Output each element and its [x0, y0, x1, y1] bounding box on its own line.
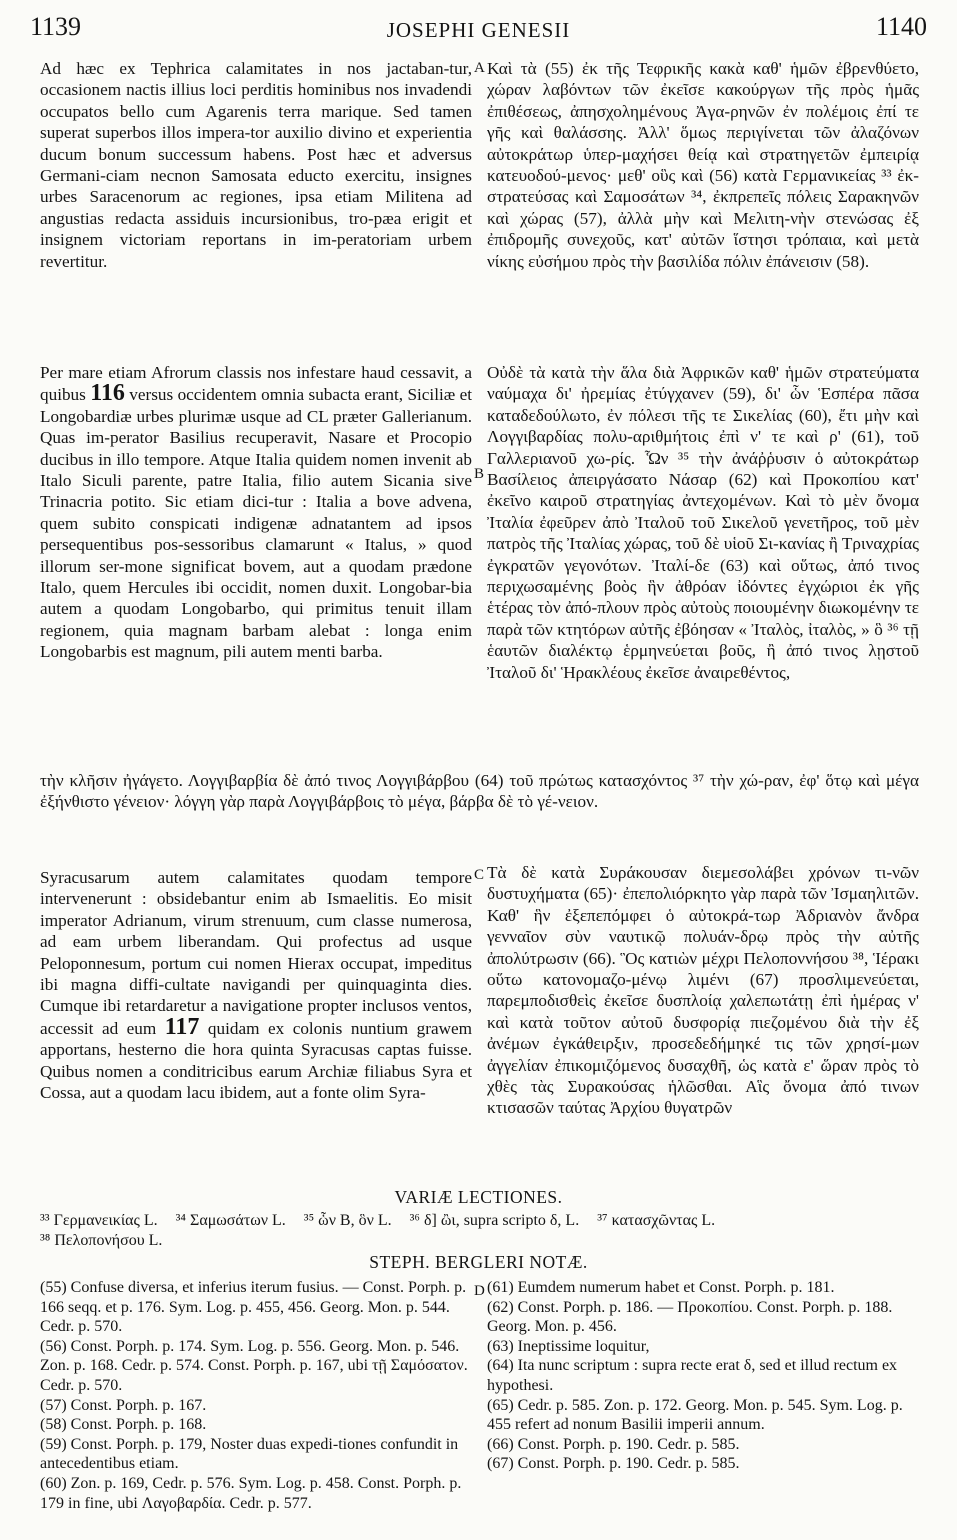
latin-text-a: Ad hæc ex Tephrica calamitates in nos jactaban-tur, occasionem nactis illius loci perditis hominibus nos invadendi occupatos bello cum Agarenis terra marique. Sed tamen superat superbos illos impera-tor auxilio divino et experientia ducum bonum successum habens. Post hæc et adversus Germani-ciam necnon Samosata educto exercitu, insignes urbes Saracenorum ac regiones, ipsa etiam Militena ad angustias redacta assiduis incursionibus, tro-pæa erigit et insignem victoriam reportans in im-peratoriam urbem revertitur.: [40, 59, 472, 271]
greek-paragraph-tephrica: [487, 58, 919, 272]
note-item: (63) Ineptissime loquitur,: [487, 1337, 650, 1355]
variae-lectiones-title: VARIÆ LECTIONES.: [394, 1187, 563, 1207]
variant-reading: ³⁴ Σαμωσάτων L.: [175, 1212, 286, 1229]
margin-marker-d: D: [474, 1283, 485, 1299]
latin-text-b-part2: versus occidentem omnia subacta erant, Siciliæ et Longobardiæ urbes plurimæ usque ad CL præter Gallerianum. Quas im-perator Basilius recuperavit, Nasare et Procopio ducibus in illo tempore. Atque Italia quidem nomen invenit ab Italo Siculi parente, patre Italia, filio autem Sicania sive Trinacria potito. Sic etiam dici-tur : Italia a bove advena, quem subito conspicati indigenæ adnatantem ad ipsos persequentibus pos-sessoribus clamarunt « Italus, » quod illorum ser-mone significat bovem, aut a quodam prædone Italo, quem Hercules ibi occidit, nomen duxit. Longobar-bia autem a quodam Longobarbo, qui primitus tenuit illam regionem, quia magnam barbam alebat : longa enim Longobarbis est magnum, pili autem menti barba.: [40, 385, 472, 662]
column-number-116: 116: [90, 380, 125, 407]
variant-reading: ³³ Γερμανεικίας L.: [40, 1212, 158, 1229]
margin-marker-c: C: [474, 867, 485, 883]
notes-left-column: [40, 1278, 472, 1513]
latin-text-b-part1: Per mare etiam Afrorum classis nos infestare haud cessavit, a quibus: [40, 363, 472, 405]
latin-paragraph-tephrica: [40, 58, 472, 272]
latin-text-b: [40, 362, 472, 663]
latin-text-c-part1: Syracusarum autem calamitates quodam tempore intervenerunt : obsidebantur enim ab Ismaelitis. Eo misit imperator Adrianum, virum strenuum, cum classe numerosa, ad eam urbem liberandam. Qui profectus ad usque Peloponnesum, portum cui nomen Hierax occupat, impeditus ibi magna diffi-cultate navigandi per quinquaginta dies. Cumque ibi retardaretur a navigatione propter inclusos ventos, accessit ad eum: [40, 868, 472, 1038]
variant-reading: ³⁵ ὧν B, ὃν L.: [303, 1212, 392, 1229]
note-item: (56) Const. Porph. p. 174. Sym. Log. p. 556. Georg. Mon. p. 546. Zon. p. 168. Cedr. p. 574. Const. Porph. p. 167, ubi τῇ Σαμόσατον. Cedr. p. 570.: [40, 1337, 468, 1394]
page-title: JOSEPHI GENESII: [386, 18, 571, 42]
note-item: (55) Confuse diversa, et inferius iterum fusius. — Const. Porph. p. 166 seqq. et p. 176. Sym. Log. p. 455, 456. Georg. Mon. p. 544. Cedr. p. 570.: [40, 1279, 467, 1336]
latin-text-c-part2: quidam ex colonis nuntium grawem apportans, hesterno die hora quinta Syracusas captas fuisse. Quibus nomen a conditricibus earum Archiæ filiabus Syra et Cossa, aut a quodam lacu ibidem, aut a fonte olim Syra-: [40, 1018, 472, 1103]
greek-paragraph-afri: [487, 362, 919, 683]
latin-text-c: [40, 867, 472, 1103]
note-item: (57) Const. Porph. p. 167.: [40, 1396, 207, 1414]
note-item: (59) Const. Porph. p. 179, Noster duas expedi-tiones confundit in antecedentibus etiam.: [40, 1435, 459, 1473]
page-header: [30, 12, 927, 48]
note-item: (61) Eumdem numerum habet et Const. Porph. p. 181.: [487, 1279, 835, 1296]
page-number-left: 1139: [30, 12, 82, 41]
variae-lectiones-list: [40, 1211, 917, 1251]
note-item: (64) Ita nunc scriptum : supra recte erat δ, sed et illud rectum ex hypothesi.: [487, 1357, 898, 1394]
greek-paragraph-syracusae: [487, 862, 919, 1119]
note-item: (60) Zon. p. 169, Cedr. p. 576. Sym. Log. p. 458. Const. Porph. p. 179 in fine, ubi Λαγοβαρδία. Cedr. p. 577.: [40, 1474, 462, 1512]
margin-marker-a: A: [474, 60, 485, 76]
greek-full-width-line: τὴν κλῆσιν ἠγάγετο. Λογγιβαρβία δὲ ἀπό τινος Λογγιβάρβου (64) τοῦ πρώτως κατασχόντος ³⁷ τὴν χώ-ραν, ἐφ' ὅτῳ καὶ μέγα ἐξήνθιστο γένειον· λόγγη γὰρ παρὰ Λογγιβάρβοις τὸ μέγα, βάρβα δὲ τὸ γέ-νειον.: [40, 771, 919, 812]
greek-text-b: Οὐδὲ τὰ κατὰ τὴν ἅλα διὰ Ἀφρικῶν καθ' ἡμῶν στρατεύματα ναύμαχα δι' ἠρεμίας ἐτύγχανεν (59), δι' ὧν Ἑσπέρα πᾶσα καταδεδούλωτο, ἐν πόλεσι τῆς τε Σικελίας (60), ἔτι μὴν καὶ Λογγιβαρδίας πολυ-αριθμήτοις ἐπὶ ν' τε καὶ ρ' (61), τοῦ Γαλλεριανοῦ χω-ρίς. Ὧν ³⁵ τὴν ἀνάῤῥυσιν ὁ αὐτοκράτωρ Βασίλειος ἀπειργάσατο Νάσαρ (62) καὶ Προκοπίου κατ' ἐκεῖνο καιροῦ στρατηγίας ἀντεχομένων. Καὶ τὸ μὲν ὄνομα Ἰταλία ἐφεῦρεν ἀπὸ Ἰταλοῦ τοῦ Σικελοῦ γενετῆρος, τοῦ μὲν πατρὸς τῆς Ἰταλίας χώρας, τοῦ δὲ υἱοῦ Σι-κανίας ἢ Τριναχρίας ἐγκρατῶν γεγονότων. Ἰταλί-δε (63) καὶ οὕτως, ἀπό τινος περιχωσαμένης βοὸς ἣν ἀθρόαν ἰδόντες ἐγχώριοι ἐκ γῆς ἑτέρας τὸν ἀπό-πλουν πρὸς αὐτοὺς ποιουμένην διωκομένην τε παρὰ τῶν κτητόρων αὐτῆς ἐβόησαν « Ἰταλὸς, ἰταλὸς, » ὃ ³⁶ τῇ ἑαυτῶν διαλέκτῳ ἑρμηνεύεται βοῦς, ἢ ἀπό τινος λῃστοῦ Ἰταλοῦ δι' Ἡρακλέους ἐκεῖσε ἀναιρεθέντος,: [487, 363, 919, 682]
note-item: (65) Cedr. p. 585. Zon. p. 172. Georg. Mon. p. 545. Sym. Log. p. 455 refert ad nonum Basilii imperii annum.: [487, 1396, 903, 1434]
page-number-right: 1140: [875, 12, 927, 41]
greek-text-c: Τὰ δὲ κατὰ Συράκουσαν διεμεσολάβει χρόνων τι-νῶν δυστυχήματα (65)· ἐπεπολιόρκητο γὰρ παρὰ τῶν Ἰσμαηλιτῶν. Καθ' ἣν ἐξεπεπόμφει ὁ αὐτοκρά-τωρ Ἀδριανὸν ἄνδρα γενναῖον σὺν ναυτικῷ πολυάν-δρῳ πρὸς τὴν αὐτῆς ἀπολύτρωσιν (66). Ὃς κατιὼν μέχρι Πελοποννήσου ³⁸, Ἱέρακι οὕτω κατονομαζο-μένῳ λιμένι (67) προσλιμενεύεται, παρεμποδισθεὶς ἐκεῖσε δυσπλοίᾳ χαλεπωτάτῃ ἐπὶ ἡμέρας ν' καὶ κατὰ τοῦτον αὐτοῦ δυσφορίᾳ πιεζομένου διὰ τὴν ἐξ ἀνέμων ἐγκάθειρξιν, προσεδεδήμηκέ τις τῶν χρησί-μων ἀγγελίαν ἐπικομιζόμενος δυσαχθῆ, ὡς κατὰ ε' ὥραν πρὸς τὸ χθὲς τὰς Συρακούσας ἡλῶσθαι. Αἳς ὄνομα ἀπό τινων κτισασῶν ταύτας Ἀρχίου θυγατρῶν: [487, 863, 919, 1118]
greek-text-a: Καὶ τὰ (55) ἐκ τῆς Τεφρικῆς κακὰ καθ' ἡμῶν ἐβρενθύετο, χώραν λαβόντων τῶν ἐκεῖσε κακούργων τῆς πρὸς ἡμᾶς ἐπιθέσεως, ἀπησχολημένους Ἀγα-ρηνῶν ἐν πολέμοις ἐπί τε γῆς καὶ θαλάσσης. Ἀλλ' ὅμως περιγίνεται τῶν ἀλαζόνων αὐτοκράτωρ ὑπερ-μαχήσει θείᾳ καὶ στρατηγετῶν ἐμπειρίᾳ κατευοδού-μενος· μεθ' οὓς καὶ (56) κατὰ Γερμανικείας ³³ ἐκ-στρατεύσας καὶ Σαμοσάτων ³⁴, ἐκπρεπεῖς πόλεις Σαρακηνῶν καὶ χώρας (57), ἀλλὰ μὴν καὶ Μελιτη-νὴν στενώσας ἐξ ἐπιδρομῆς συνεχοῦς, κατ' αὐτῶν ἵστησι τρόπαια, καὶ μετὰ νίκης εὐσήμου πρὸς τὴν βασιλίδα πόλιν ἐπάνεισιν (58).: [487, 59, 919, 271]
notes-right-column: [487, 1278, 919, 1474]
column-number-117: 117: [164, 1013, 200, 1040]
note-item: (66) Const. Porph. p. 190. Cedr. p. 585.: [487, 1435, 740, 1453]
variant-reading: ³⁸ Πελοπονήσου L.: [40, 1232, 163, 1249]
variant-reading: ³⁷ κατασχῶντας L.: [597, 1212, 716, 1229]
margin-marker-b: B: [474, 466, 485, 482]
note-item: (58) Const. Porph. p. 168.: [40, 1416, 207, 1434]
variant-reading: ³⁶ δ] ὢι, supra scripto δ, L.: [409, 1212, 580, 1229]
notes-title: STEPH. BERGLERI NOTÆ.: [369, 1252, 588, 1272]
note-item: (67) Const. Porph. p. 190. Cedr. p. 585.: [487, 1455, 740, 1473]
note-item: (62) Const. Porph. p. 186. — Προκοπίου. Const. Porph. p. 188. Georg. Mon. p. 456.: [487, 1298, 893, 1336]
latin-paragraph-syracusae: [40, 867, 472, 1103]
latin-paragraph-afri: [40, 362, 472, 663]
